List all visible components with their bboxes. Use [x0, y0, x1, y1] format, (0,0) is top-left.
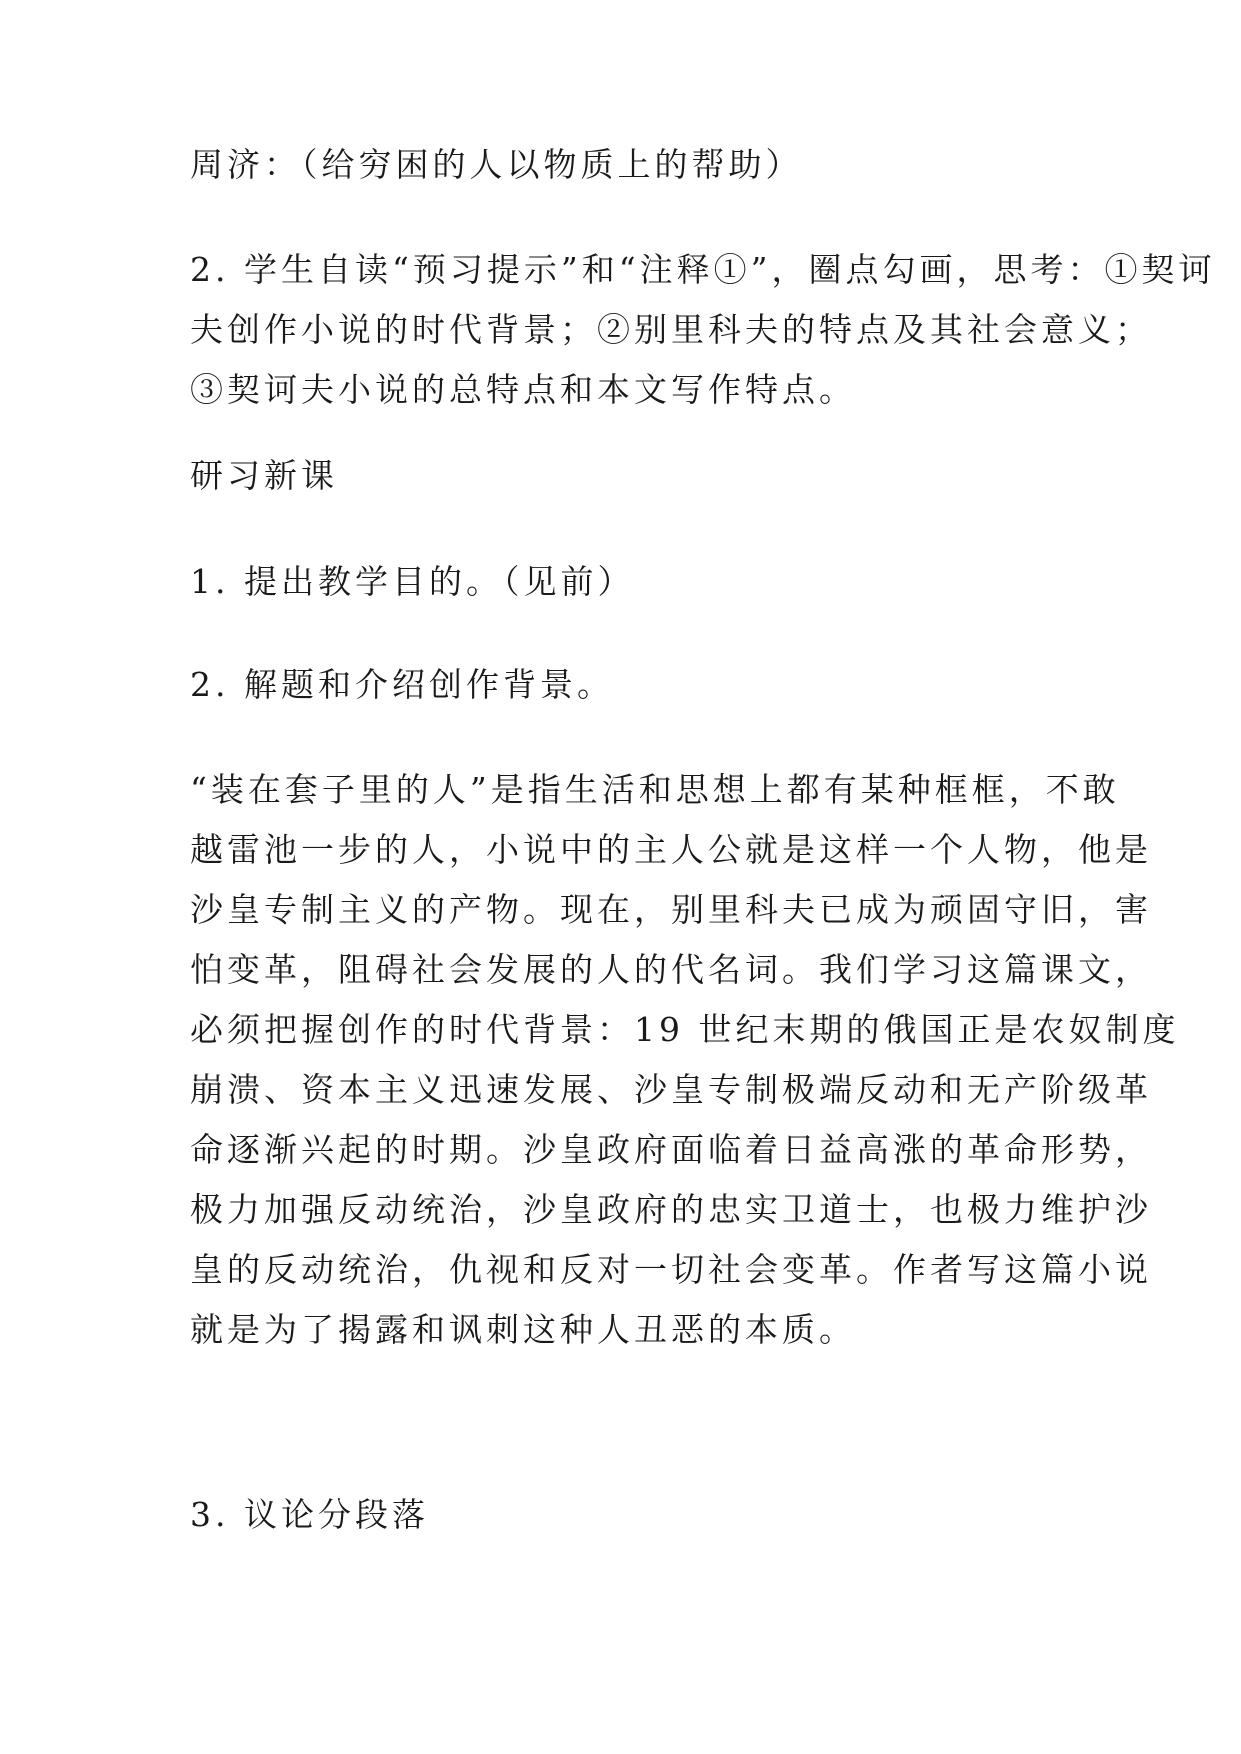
- paragraph-discuss-sections: [190, 1485, 1060, 1545]
- text-line: 沙皇专制主义的产物。现在，别里科夫已成为顽固守旧，害: [190, 890, 1152, 929]
- section-heading-new-lesson: [190, 446, 1060, 506]
- text-line: 夫创作小说的时代背景；②别里科夫的特点及其社会意义；: [190, 310, 1152, 349]
- text-line: 周济：（给穷困的人以物质上的帮助）: [190, 145, 803, 184]
- text-line: 命逐渐兴起的时期。沙皇政府面临着日益高涨的革命形势，: [190, 1130, 1152, 1169]
- text-line: 极力加强反动统治，沙皇政府的忠实卫道士，也极力维护沙: [190, 1190, 1152, 1229]
- text-line: ③契诃夫小说的总特点和本文写作特点。: [190, 370, 856, 409]
- paragraph-background-intro: [190, 655, 1060, 715]
- text-line: 越雷池一步的人，小说中的主人公就是这样一个人物，他是: [190, 830, 1152, 869]
- text-line: 怕变革，阻碍社会发展的人的代名词。我们学习这篇课文，: [190, 950, 1152, 989]
- text-line: 就是为了揭露和讽刺这种人丑恶的本质。: [190, 1310, 856, 1349]
- text-line: 1. 提出教学目的。（见前）: [190, 562, 635, 601]
- text-line: 皇的反动统治，仇视和反对一切社会变革。作者写这篇小说: [190, 1250, 1152, 1289]
- heading-text: 研习新课: [190, 456, 338, 495]
- paragraph-self-reading: [190, 240, 1216, 420]
- text-line: 崩溃、资本主义迅速发展、沙皇专制极端反动和无产阶级革: [190, 1070, 1152, 1109]
- text-line: “装在套子里的人”是指生活和思想上都有某种框框，不敢: [190, 770, 1120, 809]
- text-line: 必须把握创作的时代背景：19 世纪末期的俄国正是农奴制度: [190, 1010, 1180, 1049]
- paragraph-man-in-case: [190, 760, 1180, 1360]
- text-line: 3. 议论分段落: [190, 1495, 429, 1534]
- paragraph-teaching-goal: [190, 552, 1060, 612]
- paragraph-zhouji: [190, 135, 1060, 195]
- text-line: 2. 学生自读“预习提示”和“注释①”，圈点勾画，思考：①契诃: [190, 250, 1216, 289]
- text-line: 2. 解题和介绍创作背景。: [190, 665, 614, 704]
